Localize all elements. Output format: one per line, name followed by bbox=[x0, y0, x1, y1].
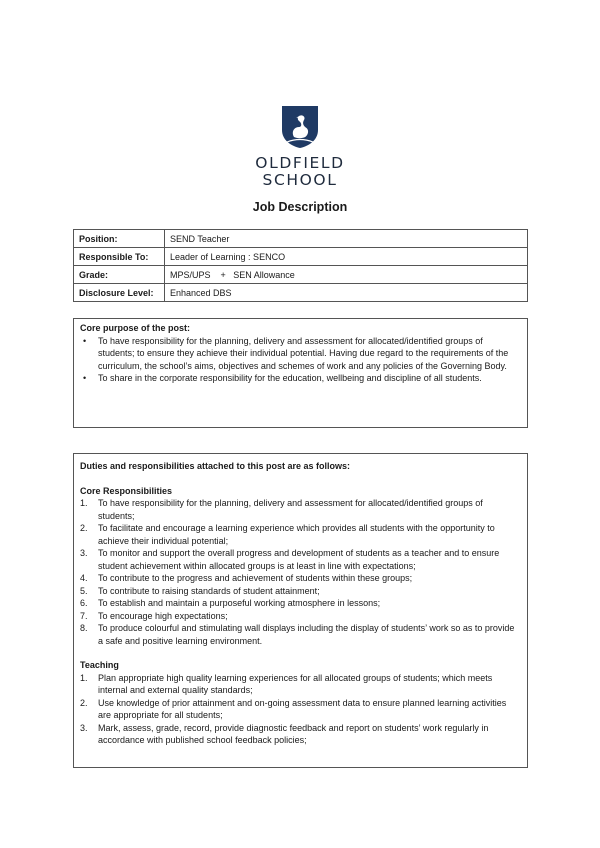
duties-heading: Duties and responsibilities attached to this post are as follows: bbox=[80, 461, 351, 471]
responsible-to-label: Responsible To: bbox=[74, 248, 165, 266]
core-responsibilities-heading: Core Responsibilities bbox=[80, 485, 173, 496]
list-item: • To have responsibility for the planning, delivery and assessment for allocated/identified groups of students; to ensure they achieve their individual potential. Having due regard to the requirements of the curriculum, the school’s aims, objectives and schemes of work and any policies of the Governing Body. bbox=[80, 335, 521, 373]
disclosure-level-label: Disclosure Level: bbox=[74, 284, 165, 302]
item-number: 1. bbox=[80, 498, 88, 508]
item-number: 6. bbox=[80, 598, 88, 608]
list-item bbox=[80, 497, 521, 522]
item-number: 7. bbox=[80, 610, 88, 621]
school-name-line-1: OLDFIELD bbox=[255, 154, 345, 172]
item-number: 5. bbox=[80, 585, 88, 596]
core-purpose-box bbox=[73, 318, 528, 428]
list-item bbox=[80, 610, 521, 623]
list-item: • To share in the corporate responsibility for the education, wellbeing and discipline of all students. bbox=[80, 372, 521, 385]
item-number: 1. bbox=[80, 672, 88, 683]
list-item bbox=[80, 722, 521, 747]
core-responsibilities-list bbox=[80, 497, 521, 647]
disclosure-level-value: Enhanced DBS bbox=[165, 284, 528, 302]
item-text: Mark, assess, grade, record, provide diagnostic feedback and report on students’ work regularly in accordance with published school feedback policies; bbox=[98, 722, 489, 745]
item-text: To monitor and support the overall progress and development of students as a teacher and to ensure student achievement within allocated groups is at least in line with expectations; bbox=[98, 548, 500, 571]
item-text: To encourage high expectations; bbox=[98, 610, 228, 621]
table-row bbox=[74, 266, 528, 284]
job-info-table bbox=[73, 229, 528, 302]
list-item bbox=[80, 547, 521, 572]
teaching-list bbox=[80, 672, 521, 747]
item-text: Use knowledge of prior attainment and on-going assessment data to ensure planned learning activities are appropriate for all students; bbox=[98, 697, 507, 720]
position-value: SEND Teacher bbox=[165, 230, 528, 248]
school-name-line-2: SCHOOL bbox=[262, 171, 338, 189]
list-item bbox=[80, 622, 521, 647]
grade-label: Grade: bbox=[74, 266, 165, 284]
item-text: To facilitate and encourage a learning experience which provides all students with the opportunity to achieve their individual potential; bbox=[98, 523, 495, 546]
table-row bbox=[74, 230, 528, 248]
table-row bbox=[74, 248, 528, 266]
list-item bbox=[80, 672, 521, 697]
duties-box bbox=[73, 453, 528, 768]
core-purpose-heading: Core purpose of the post: bbox=[80, 323, 190, 333]
item-number: 3. bbox=[80, 722, 88, 733]
swan-shield-icon bbox=[281, 105, 319, 149]
item-text: To contribute to the progress and achievement of students within these groups; bbox=[98, 573, 413, 583]
item-number: 3. bbox=[80, 548, 88, 558]
school-logo bbox=[250, 105, 350, 189]
item-number: 2. bbox=[80, 523, 88, 533]
item-text: To have responsibility for the planning, delivery and assessment for allocated/identified groups of students; bbox=[98, 498, 483, 521]
item-text: Plan appropriate high quality learning experiences for all allocated groups of students; which meets internal and external quality standards; bbox=[98, 672, 493, 695]
list-item bbox=[80, 522, 521, 547]
list-item bbox=[80, 697, 521, 722]
item-number: 2. bbox=[80, 697, 88, 708]
item-text: To produce colourful and stimulating wall displays including the display of students’ work so as to provide a safe and positive learning environment. bbox=[98, 623, 515, 646]
item-number: 4. bbox=[80, 573, 88, 583]
list-item bbox=[80, 585, 521, 598]
item-text: To contribute to raising standards of student attainment; bbox=[98, 585, 320, 596]
position-label: Position: bbox=[74, 230, 165, 248]
item-number: 8. bbox=[80, 623, 88, 633]
grade-value: MPS/UPS + SEN Allowance bbox=[165, 266, 528, 284]
core-purpose-list bbox=[80, 335, 521, 385]
teaching-heading: Teaching bbox=[80, 660, 119, 670]
responsible-to-value: Leader of Learning : SENCO bbox=[165, 248, 528, 266]
document-title: Job Description bbox=[252, 200, 348, 214]
table-row bbox=[74, 284, 528, 302]
list-item bbox=[80, 572, 521, 585]
item-text: To establish and maintain a purposeful working atmosphere in lessons; bbox=[98, 598, 381, 608]
list-item bbox=[80, 597, 521, 610]
